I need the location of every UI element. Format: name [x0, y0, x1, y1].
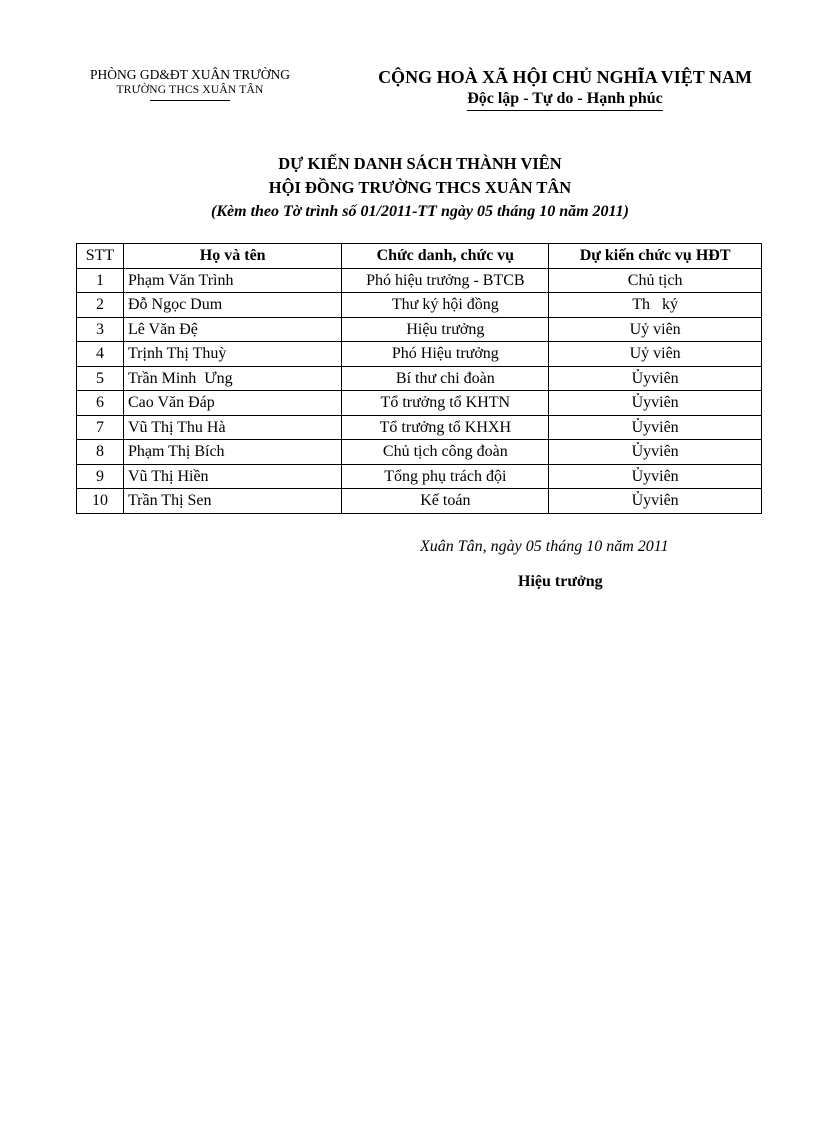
cell-board-role: Ủyviên [549, 415, 762, 440]
cell-name: Đỗ Ngọc Dum [123, 293, 341, 318]
table-row [77, 268, 762, 293]
cell-position: Thư ký hội đồng [342, 293, 549, 318]
cell-board-role: Ủyviên [549, 391, 762, 416]
signer-title: Hiệu trưởng [518, 573, 603, 590]
table-row [77, 440, 762, 465]
document-title [0, 152, 816, 224]
cell-name: Trần Minh Ưng [123, 366, 341, 391]
national-title: CỘNG HOÀ XÃ HỘI CHỦ NGHĨA VIỆT NAM [378, 67, 752, 87]
cell-name: Trần Thị Sen [123, 489, 341, 514]
cell-stt: 1 [77, 268, 124, 293]
cell-position: Tổ trưởng tổ KHTN [342, 391, 549, 416]
cell-board-role: Ủyviên [549, 440, 762, 465]
cell-stt: 9 [77, 464, 124, 489]
table-row [77, 415, 762, 440]
table-row [77, 464, 762, 489]
cell-position: Phó Hiệu trưởng [342, 342, 549, 367]
header-stt: STT [77, 244, 124, 269]
title-line-2: HỘI ĐỒNG TRƯỜNG THCS XUÂN TÂN [268, 178, 572, 197]
header-board-role: Dự kiến chức vụ HĐT [549, 244, 762, 269]
cell-name: Lê Văn Đệ [123, 317, 341, 342]
title-line-1: DỰ KIẾN DANH SÁCH THÀNH VIÊN [278, 154, 562, 173]
table-row [77, 342, 762, 367]
cell-position: Tổ trưởng tổ KHXH [342, 415, 549, 440]
cell-name: Phạm Văn Trình [123, 268, 341, 293]
cell-stt: 7 [77, 415, 124, 440]
cell-name: Vũ Thị Thu Hà [123, 415, 341, 440]
cell-position: Chủ tịch công đoàn [342, 440, 549, 465]
cell-board-role: Ủyviên [549, 464, 762, 489]
cell-position: Bí thư chi đoàn [342, 366, 549, 391]
cell-board-role: Uỷ viên [549, 317, 762, 342]
cell-board-role: Uỷ viên [549, 342, 762, 367]
national-motto: Độc lập - Tự do - Hạnh phúc [467, 88, 663, 111]
cell-stt: 4 [77, 342, 124, 367]
school-name: TRƯỜNG THCS XUÂN TÂN [116, 84, 264, 96]
cell-name: Phạm Thị Bích [123, 440, 341, 465]
header-name: Họ và tên [123, 244, 341, 269]
cell-position: Phó hiệu trưởng - BTCB [342, 268, 549, 293]
organization-header [60, 66, 320, 101]
cell-stt: 2 [77, 293, 124, 318]
cell-board-role: Th ký [549, 293, 762, 318]
table-row [77, 317, 762, 342]
table-row [77, 489, 762, 514]
cell-board-role: Chủ tịch [549, 268, 762, 293]
title-reference: (Kèm theo Tờ trình số 01/2011-TT ngày 05 tháng 10 năm 2011) [211, 203, 629, 220]
table-row [77, 391, 762, 416]
cell-stt: 6 [77, 391, 124, 416]
school-name-underline [150, 100, 230, 101]
cell-name: Cao Văn Đáp [123, 391, 341, 416]
cell-board-role: Ủyviên [549, 366, 762, 391]
header-position: Chức danh, chức vụ [342, 244, 549, 269]
cell-position: Kế toán [342, 489, 549, 514]
place-and-date: Xuân Tân, ngày 05 tháng 10 năm 2011 [420, 538, 669, 555]
table-row [77, 293, 762, 318]
cell-board-role: Ủyviên [549, 489, 762, 514]
cell-name: Vũ Thị Hiền [123, 464, 341, 489]
cell-position: Hiệu trưởng [342, 317, 549, 342]
cell-stt: 3 [77, 317, 124, 342]
cell-position: Tổng phụ trách đội [342, 464, 549, 489]
table-header-row [77, 244, 762, 269]
table-row [77, 366, 762, 391]
cell-stt: 5 [77, 366, 124, 391]
member-table [76, 243, 762, 514]
cell-name: Trịnh Thị Thuỳ [123, 342, 341, 367]
cell-stt: 10 [77, 489, 124, 514]
cell-stt: 8 [77, 440, 124, 465]
national-header [350, 66, 780, 111]
department-name: PHÒNG GD&ĐT XUÂN TRƯỜNG [89, 67, 291, 82]
